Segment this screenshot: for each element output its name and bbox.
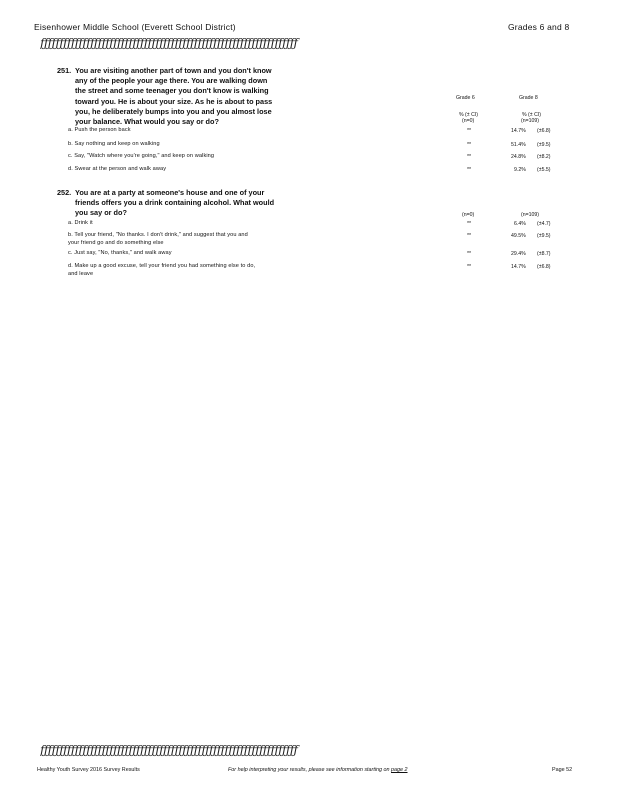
q251-option-d-grade8: 9.2%	[514, 167, 526, 173]
footer-page-number: Page 52	[552, 767, 573, 773]
q252-option-d-cont: and leave	[68, 271, 94, 277]
q252-option-c-grade8: 29.4%	[511, 251, 526, 257]
q252-option-b: b. Tell your friend, "No thanks. I don't drink," and suggest that you and	[68, 232, 248, 238]
q252-number: 252.	[57, 188, 72, 197]
grade6-column-title: Grade 6	[456, 95, 475, 101]
q252-option-a-ci: (±4.7)	[537, 221, 551, 227]
q252-option-b-ci: (±9.5)	[537, 233, 551, 239]
q252-option-c-grade6: **	[467, 251, 472, 257]
footer-help-text	[228, 767, 408, 773]
q252-line: You are at a party at someone's house and one of your	[75, 188, 265, 197]
footer-survey-name: Healthy Youth Survey 2016 Survey Results	[37, 767, 140, 773]
q252-option-d-ci: (±6.8)	[537, 264, 551, 270]
q252-option-b-grade8: 49.5%	[511, 233, 526, 239]
q252-grade6-n: (n=0)	[462, 212, 475, 218]
grade8-column-sub: % (± CI)	[522, 112, 541, 118]
q252-option-a-grade6: **	[467, 221, 472, 227]
q251-option-d-grade6: **	[467, 167, 472, 173]
report-header-grades: Grades 6 and 8	[508, 22, 570, 32]
q251-option-b-ci: (±9.5)	[537, 142, 551, 148]
q251-line: any of the people your age there. You are walking down	[75, 76, 268, 86]
footer-page-link[interactable]: page 2	[391, 767, 408, 773]
grade8-column-title: Grade 8	[519, 95, 538, 101]
q252-option-c-ci: (±8.7)	[537, 251, 551, 257]
q252-option-a-grade8: 6.4%	[514, 221, 526, 227]
q251-line: you, he deliberately bumps into you and you almost lose	[75, 106, 272, 116]
q251-line: You are visiting another part of town and you don't know	[75, 66, 272, 75]
q252-option-d-grade6: **	[467, 264, 472, 270]
q251-line: toward you. He is about your size. As he is about to pass	[75, 96, 273, 106]
q251-option-c: c. Say, "Watch where you're going," and keep on walking	[68, 153, 215, 159]
report-header-title: Eisenhower Middle School (Everett School District)	[34, 22, 236, 32]
q252-text	[75, 188, 274, 219]
q252-option-b-cont: your friend go and do something else	[68, 240, 164, 246]
q251-line: your balance. What would you say or do?	[75, 117, 219, 127]
q251-option-c-grade8: 24.8%	[511, 154, 526, 160]
q252-grade8-n: (n=109)	[521, 212, 540, 218]
bottom-decorative-rule: ƒƒƒƒƒƒƒƒƒƒƒƒƒƒƒƒƒƒƒƒƒƒƒƒƒƒƒƒƒƒƒƒƒƒƒƒƒƒƒƒƒƒƒƒƒƒƒƒƒƒƒƒƒƒƒƒƒƒƒƒƒƒƒƒƒƒƒ	[40, 743, 298, 757]
q251-text	[75, 66, 272, 127]
q252-line: you say or do?	[75, 208, 127, 218]
footer-help-message: For help interpreting your results, please see information starting on	[228, 767, 390, 773]
top-decorative-rule: ƒƒƒƒƒƒƒƒƒƒƒƒƒƒƒƒƒƒƒƒƒƒƒƒƒƒƒƒƒƒƒƒƒƒƒƒƒƒƒƒƒƒƒƒƒƒƒƒƒƒƒƒƒƒƒƒƒƒƒƒƒƒƒƒƒƒƒ	[40, 36, 298, 50]
q252-option-d-grade8: 14.7%	[511, 264, 526, 270]
q251-option-d: d. Swear at the person and walk away	[68, 166, 167, 172]
q252-option-c: c. Just say, "No, thanks," and walk away	[68, 250, 172, 256]
q252-line: friends offers you a drink containing alcohol. What would	[75, 198, 275, 208]
q251-option-c-ci: (±8.2)	[537, 154, 551, 160]
q251-option-d-ci: (±5.5)	[537, 167, 551, 173]
q251-option-b: b. Say nothing and keep on walking	[68, 141, 160, 147]
q251-option-c-grade6: **	[467, 154, 472, 160]
q251-option-a-ci: (±6.8)	[537, 128, 551, 134]
q251-line: the street and some teenager you don't know is walking	[75, 86, 269, 96]
q252-option-d: d. Make up a good excuse, tell your friend you had something else to do,	[68, 263, 256, 269]
q251-option-a: a. Push the person back	[68, 127, 131, 133]
q251-number: 251.	[57, 66, 72, 75]
q251-grade8-n: (n=109)	[521, 118, 540, 124]
q252-option-a: a. Drink it	[68, 220, 93, 226]
q251-option-b-grade6: **	[467, 142, 472, 148]
q251-option-a-grade6: **	[467, 128, 472, 134]
q251-option-b-grade8: 51.4%	[511, 142, 526, 148]
grade6-column-sub: % (± CI)	[459, 112, 478, 118]
q251-option-a-grade8: 14.7%	[511, 128, 526, 134]
q252-option-b-grade6: **	[467, 233, 472, 239]
q251-grade6-n: (n=0)	[462, 118, 475, 124]
